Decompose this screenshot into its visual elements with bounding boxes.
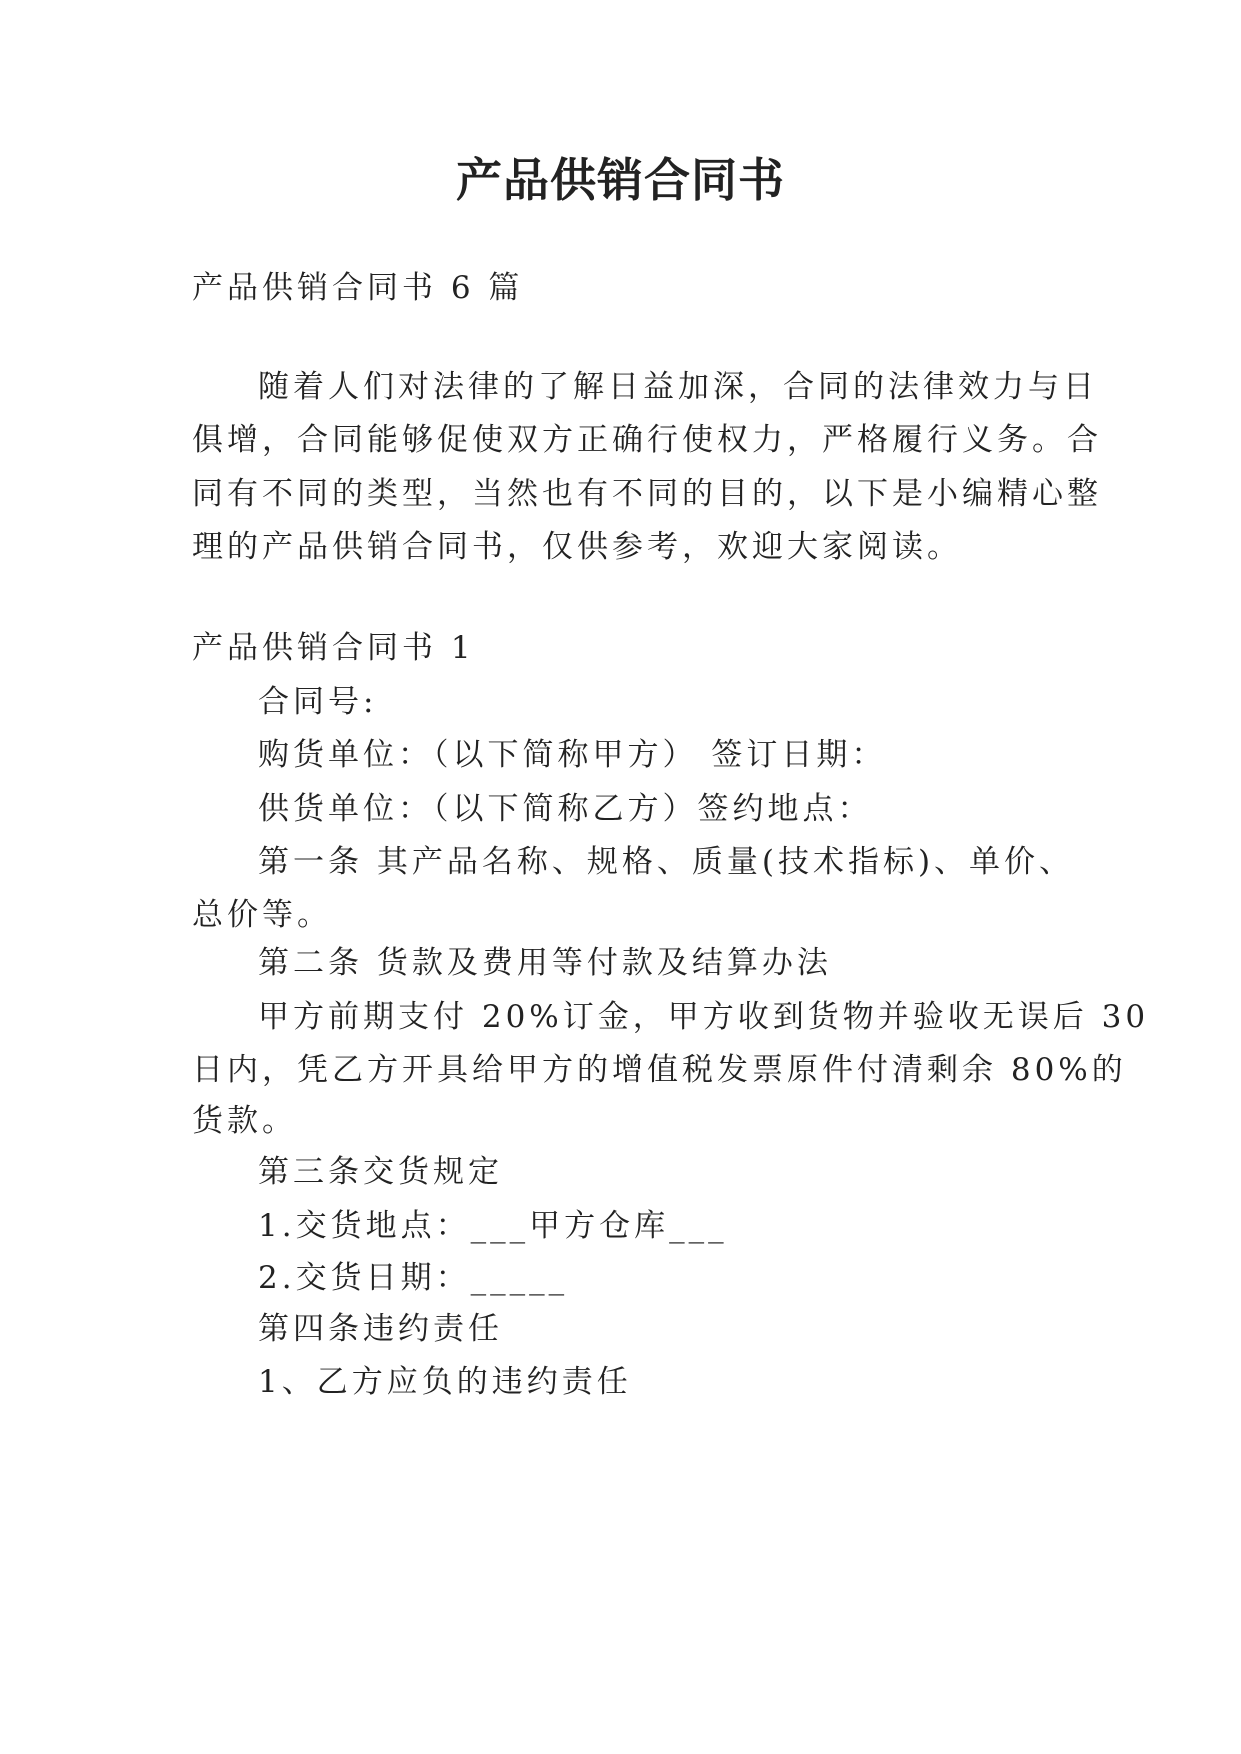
article-2-heading: 第二条 货款及费用等付款及结算办法 — [258, 945, 832, 981]
supplier-line: 供货单位：（以下简称乙方）签约地点： — [258, 791, 873, 827]
intro-line-3: 同有不同的类型，当然也有不同的目的，以下是小编精心整 — [192, 476, 1102, 512]
article-2-line-3: 货款。 — [192, 1103, 297, 1139]
article-1-line-2: 总价等。 — [192, 897, 332, 933]
article-3-item-2: 2.交货日期：_____ — [258, 1260, 569, 1296]
document-title: 产品供销合同书 — [456, 153, 785, 207]
article-3-heading: 第三条交货规定 — [258, 1154, 503, 1190]
article-2-line-2: 日内，凭乙方开具给甲方的增值税发票原件付清剩余 80%的 — [192, 1052, 1127, 1088]
article-4-heading: 第四条违约责任 — [258, 1311, 503, 1347]
article-4-item-1: 1、乙方应负的违约责任 — [258, 1364, 632, 1400]
intro-line-2: 俱增，合同能够促使双方正确行使权力，严格履行义务。合 — [192, 422, 1102, 458]
intro-line-1: 随着人们对法律的了解日益加深，合同的法律效力与日 — [258, 369, 1098, 405]
contract-number: 合同号: — [258, 684, 378, 720]
section-heading: 产品供销合同书 1 — [192, 630, 475, 666]
article-2-line-1: 甲方前期支付 20%订金，甲方收到货物并验收无误后 30 — [258, 999, 1150, 1035]
document-subtitle: 产品供销合同书 6 篇 — [192, 270, 524, 306]
article-3-item-1: 1.交货地点：___甲方仓库___ — [258, 1208, 728, 1244]
intro-line-4: 理的产品供销合同书，仅供参考，欢迎大家阅读。 — [192, 529, 962, 565]
buyer-line: 购货单位：（以下简称甲方） 签订日期： — [258, 737, 887, 773]
article-1-line-1: 第一条 其产品名称、规格、质量(技术指标)、单价、 — [258, 844, 1075, 880]
